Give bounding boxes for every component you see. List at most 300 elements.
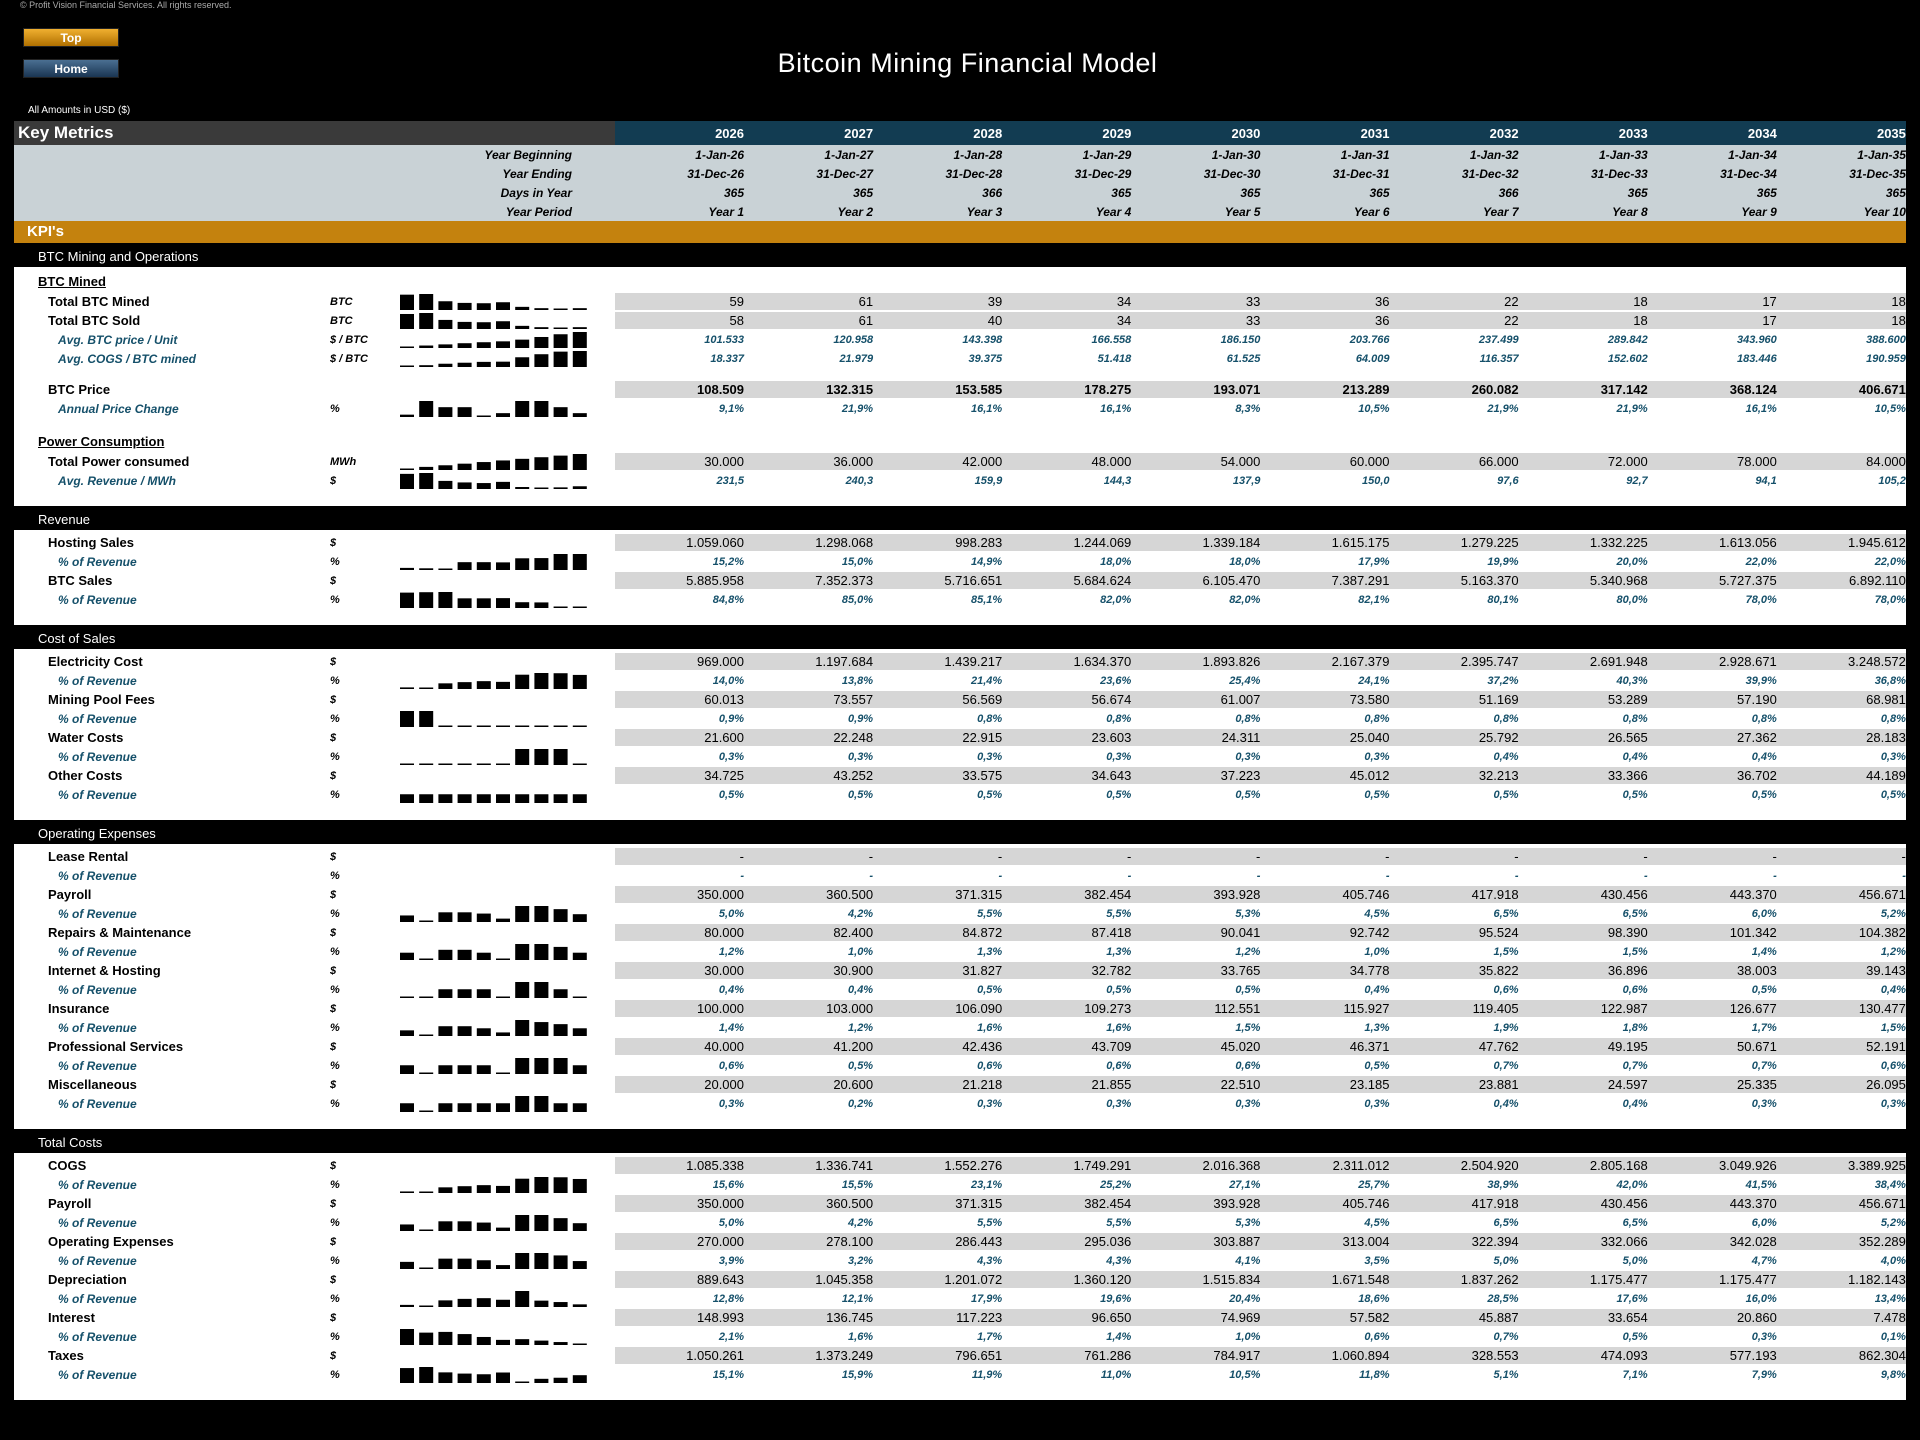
value-cell: 1-Jan-29	[1082, 147, 1132, 162]
row-unit: %	[330, 945, 340, 958]
sparkline-bar	[477, 322, 491, 329]
sparkline-bar	[554, 1058, 568, 1074]
value-cell: 18,0%	[1229, 555, 1261, 568]
row-unit: %	[330, 1292, 340, 1305]
value-cell: -	[1644, 869, 1648, 882]
value-cell: 36	[1375, 294, 1390, 309]
value-cell: 17	[1762, 313, 1777, 328]
value-cell: -	[998, 869, 1003, 882]
date-row-label: Year Ending	[502, 166, 572, 181]
value-cell: 33.575	[962, 768, 1003, 783]
value-cell: 0,8%	[1880, 712, 1906, 725]
sparkline-bar	[554, 455, 568, 469]
value-cell: 9,1%	[718, 402, 744, 415]
value-cell: 1-Jan-33	[1598, 147, 1648, 162]
value-cell: 80.000	[704, 925, 744, 940]
value-cell: 0,3%	[1106, 1097, 1132, 1110]
value-cell: 313.004	[1342, 1234, 1390, 1249]
value-cell: 0,4%	[1493, 1097, 1519, 1110]
row-unit: %	[330, 983, 340, 996]
value-cell: 14,9%	[970, 555, 1003, 568]
row-unit: %	[330, 869, 340, 882]
sparkline-bar	[477, 952, 491, 959]
value-cell: 0,6%	[1493, 983, 1519, 996]
value-cell: 82,0%	[1229, 593, 1261, 606]
sparkline-bar	[400, 1261, 414, 1268]
value-cell: -	[1385, 849, 1390, 864]
row-unit: %	[330, 555, 340, 568]
value-cell: Year 5	[1224, 204, 1261, 219]
sparkline-bar	[515, 1215, 529, 1231]
value-cell: 4,3%	[977, 1254, 1003, 1267]
sparkline-bar	[419, 996, 433, 998]
value-cell: 97,6	[1497, 474, 1519, 487]
sparkline-bar	[419, 401, 433, 417]
sparkline-bar	[458, 302, 472, 309]
value-cell: 2.691.948	[1589, 654, 1648, 669]
value-cell: 61	[858, 313, 874, 328]
row-unit: $	[330, 1078, 337, 1091]
value-cell: 20,4%	[1229, 1292, 1261, 1305]
sparkline-bar	[496, 361, 510, 366]
value-cell: 27,1%	[1229, 1178, 1261, 1191]
sparkline-bar	[419, 1110, 433, 1112]
sparkline-bar	[400, 1191, 414, 1193]
value-cell: 60.013	[704, 692, 744, 707]
metric-row	[14, 1308, 1906, 1327]
sparkline-bar	[554, 749, 568, 765]
value-cell: 38,9%	[1487, 1178, 1519, 1191]
value-cell: 0,5%	[1106, 788, 1132, 801]
sparkline-bar	[573, 351, 587, 367]
ratio-row	[14, 1175, 1906, 1194]
value-cell: -	[869, 869, 874, 882]
sparkline-bar	[438, 949, 452, 959]
value-cell: 25.335	[1737, 1077, 1777, 1092]
value-cell: 0,4%	[1622, 1097, 1648, 1110]
value-cell: 68.981	[1866, 692, 1906, 707]
value-cell: 1.837.262	[1460, 1272, 1519, 1287]
sparkline-bar	[419, 687, 433, 689]
sparkline-bar	[515, 1339, 529, 1345]
value-cell: -	[1385, 869, 1390, 882]
row-unit: MWh	[330, 455, 357, 468]
sparkline-bar	[515, 306, 529, 309]
section-header: Operating Expenses	[14, 820, 1906, 844]
metric-row	[14, 1156, 1906, 1175]
sparkline-cell	[394, 349, 604, 368]
sparkline	[394, 748, 594, 766]
value-cell: 42.436	[962, 1039, 1003, 1054]
value-cell: 19,9%	[1487, 555, 1519, 568]
value-cell: 5.716.651	[944, 573, 1003, 588]
sparkline-bar	[554, 989, 568, 998]
value-cell: 443.370	[1729, 1196, 1777, 1211]
sparkline-cell	[394, 1037, 604, 1056]
sparkline-bar	[554, 606, 568, 608]
sparkline-bar	[554, 725, 568, 727]
value-cell: 5.684.624	[1073, 573, 1132, 588]
value-cell: 40	[987, 313, 1003, 328]
sparkline-bar	[438, 1187, 452, 1193]
sparkline-bar	[419, 1305, 433, 1307]
sparkline-bar	[419, 763, 433, 765]
sparkline-bar	[400, 1103, 414, 1112]
value-cell: 14,0%	[712, 674, 744, 687]
amounts-note: All Amounts in USD ($)	[28, 105, 131, 116]
sparkline-bar	[400, 1065, 414, 1074]
sparkline-bar	[573, 1223, 587, 1231]
value-cell: 2031	[1360, 125, 1390, 141]
value-cell: 1,5%	[1235, 1021, 1261, 1034]
sparkline-bar	[419, 466, 433, 469]
sparkline-bar	[515, 1058, 529, 1074]
value-cell: 0,3%	[977, 750, 1003, 763]
value-cell: 1.279.225	[1460, 535, 1519, 550]
sparkline-cell	[394, 1270, 604, 1289]
sparkline-bar	[515, 906, 529, 922]
value-cell: 84,8%	[712, 593, 744, 606]
value-cell: 0,4%	[1364, 983, 1390, 996]
value-cell: 0,3%	[1106, 750, 1132, 763]
value-cell: 22,0%	[1745, 555, 1777, 568]
sparkline-bar	[573, 996, 587, 998]
subsection-header	[14, 270, 1906, 292]
sparkline-bar	[534, 308, 548, 310]
sparkline-bar	[400, 313, 414, 328]
sparkline-bar	[419, 711, 433, 727]
sparkline-bar	[458, 1065, 472, 1074]
value-cell: 61.525	[1226, 352, 1261, 365]
section-body	[14, 844, 1906, 1129]
value-cell: 0,6%	[1364, 1330, 1390, 1343]
value-cell: 1-Jan-30	[1211, 147, 1261, 162]
sparkline-bar	[534, 749, 548, 765]
value-cell: 382.454	[1084, 887, 1132, 902]
value-cell: 21.218	[962, 1077, 1003, 1092]
sparkline-bar	[515, 1178, 529, 1192]
value-cell: -	[997, 849, 1003, 864]
row-label: Miscellaneous	[48, 1077, 137, 1092]
sparkline-bar	[573, 914, 587, 922]
date-row-label: Days in Year	[500, 185, 572, 200]
row-unit: %	[330, 907, 340, 920]
sparkline-bar	[477, 989, 491, 998]
sparkline-bar	[419, 1072, 433, 1074]
sparkline-cell	[394, 785, 604, 804]
row-label: COGS	[48, 1158, 87, 1173]
value-cell: Year 1	[708, 204, 744, 219]
value-cell: 82.400	[833, 925, 874, 940]
sparkline-bar	[515, 558, 529, 570]
value-cell: 0,7%	[1751, 1059, 1777, 1072]
value-cell: 4,5%	[1364, 1216, 1390, 1229]
subsection-header	[14, 430, 1906, 452]
top-button[interactable]: Top	[23, 28, 119, 47]
value-cell: 474.093	[1600, 1348, 1648, 1363]
value-cell: 0,5%	[1751, 788, 1777, 801]
value-cell: 342.028	[1729, 1234, 1777, 1249]
row-label: % of Revenue	[58, 554, 137, 569]
sparkline-bar	[554, 1218, 568, 1231]
value-cell: 16,1%	[1745, 402, 1777, 415]
row-label: % of Revenue	[58, 1096, 137, 1111]
sparkline-bar	[496, 1372, 510, 1382]
sparkline-bar	[477, 1028, 491, 1036]
value-cell: 16,1%	[970, 402, 1003, 415]
sparkline-bar	[496, 1299, 510, 1306]
sparkline	[394, 672, 594, 690]
value-cell: 1.059.060	[686, 535, 744, 550]
value-cell: 2026	[715, 125, 744, 141]
row-unit: $	[330, 1311, 337, 1324]
value-cell: 2027	[844, 125, 874, 141]
sparkline-bar	[573, 794, 587, 803]
sparkline	[394, 1328, 594, 1346]
ratio-row	[14, 1289, 1906, 1308]
value-cell: 24,1%	[1358, 674, 1390, 687]
value-cell: 10,5%	[1874, 402, 1906, 415]
value-cell: 0,5%	[848, 1059, 874, 1072]
sparkline-bar	[400, 687, 414, 689]
value-cell: Year 6	[1353, 204, 1390, 219]
value-cell: 72.000	[1607, 454, 1648, 469]
home-button[interactable]: Home	[23, 59, 119, 78]
value-cell: 4,7%	[1751, 1254, 1777, 1267]
value-cell: 6.892.110	[1849, 573, 1906, 588]
sparkline-bar	[573, 1065, 587, 1074]
sparkline-cell	[394, 980, 604, 999]
value-cell: 889.643	[697, 1272, 744, 1287]
sparkline-bar	[573, 763, 587, 765]
value-cell: 46.371	[1349, 1039, 1390, 1054]
value-cell: -	[740, 869, 744, 882]
sparkline-bar	[458, 1258, 472, 1268]
value-cell: 6,5%	[1622, 907, 1648, 920]
value-cell: 1.373.249	[815, 1348, 874, 1363]
value-cell: -	[1256, 869, 1261, 882]
value-cell: 90.041	[1220, 925, 1261, 940]
row-label: % of Revenue	[58, 868, 137, 883]
sparkline-bar	[477, 361, 491, 366]
sparkline-bar	[477, 342, 491, 348]
metric-row	[14, 1270, 1906, 1289]
sparkline-cell	[394, 452, 604, 471]
value-cell: 148.993	[697, 1310, 744, 1325]
value-cell: 61	[858, 294, 874, 309]
value-cell: 360.500	[826, 1196, 874, 1211]
row-label: % of Revenue	[58, 787, 137, 802]
value-cell: 31-Dec-26	[687, 166, 744, 181]
value-cell: 37.223	[1220, 768, 1261, 783]
page-title: Bitcoin Mining Financial Model	[777, 48, 1158, 78]
sparkline	[394, 1214, 594, 1232]
value-cell: 85,1%	[970, 593, 1003, 606]
ratio-row	[14, 1018, 1906, 1037]
sparkline	[394, 472, 594, 490]
value-cell: Year 7	[1483, 204, 1519, 219]
metric-row	[14, 452, 1906, 471]
sparkline-cell	[394, 1308, 604, 1327]
value-cell: 1-Jan-26	[695, 147, 744, 162]
value-cell: 0,6%	[1880, 1059, 1906, 1072]
value-cell: 1.045.358	[815, 1272, 874, 1287]
value-cell: 15,5%	[841, 1178, 874, 1191]
sparkline-bar	[554, 946, 568, 959]
value-cell: 49.195	[1607, 1039, 1648, 1054]
value-cell: 100.000	[697, 1001, 744, 1016]
copyright-notice: © Profit Vision Financial Services. All rights reserved.	[20, 0, 232, 10]
value-cell: 18	[1633, 313, 1648, 328]
sparkline-bar	[438, 794, 452, 803]
metric-row	[14, 311, 1906, 330]
sparkline-bar	[534, 982, 548, 998]
key-metrics-label: Key Metrics	[14, 121, 615, 145]
row-unit: $	[330, 574, 337, 587]
sparkline-bar	[438, 683, 452, 689]
value-cell: 1.085.338	[686, 1158, 744, 1173]
ratio-row	[14, 471, 1906, 490]
value-cell: 2.167.379	[1331, 654, 1390, 669]
sparkline-bar	[573, 1028, 587, 1036]
value-cell: 33	[1245, 294, 1261, 309]
value-cell: 577.193	[1729, 1348, 1777, 1363]
sparkline-bar	[496, 681, 510, 688]
row-unit: $	[330, 1197, 337, 1210]
sparkline	[394, 905, 594, 923]
row-unit: $	[330, 1349, 337, 1362]
row-unit	[330, 380, 390, 399]
sparkline	[394, 1176, 594, 1194]
value-cell: 0,8%	[1364, 712, 1390, 725]
value-cell: 24.597	[1607, 1077, 1648, 1092]
ratio-row	[14, 866, 1906, 885]
value-cell: 5.340.968	[1589, 573, 1648, 588]
value-cell: 332.066	[1600, 1234, 1648, 1249]
sparkline	[394, 981, 594, 999]
sparkline-bar	[419, 345, 433, 347]
value-cell: 0,7%	[1622, 1059, 1648, 1072]
sparkline-bar	[573, 1103, 587, 1112]
row-label: % of Revenue	[58, 1215, 137, 1230]
value-cell: 18.337	[710, 352, 744, 365]
value-cell: 417.918	[1471, 887, 1519, 902]
value-cell: 1,0%	[1364, 945, 1390, 958]
row-label: % of Revenue	[58, 906, 137, 921]
value-cell: 0,5%	[1235, 983, 1261, 996]
value-cell: 33.765	[1220, 963, 1261, 978]
spacer	[14, 418, 1906, 430]
section-header: BTC Mining and Operations	[14, 243, 1906, 267]
row-label: Repairs & Maintenance	[48, 925, 192, 940]
value-cell: 278.100	[826, 1234, 874, 1249]
value-cell: 0,3%	[1364, 1097, 1390, 1110]
sparkline-bar	[496, 341, 510, 348]
value-cell: 417.918	[1471, 1196, 1519, 1211]
value-cell: 30.000	[704, 454, 744, 469]
value-cell: 2,1%	[718, 1330, 744, 1343]
value-cell: 2.504.920	[1460, 1158, 1519, 1173]
sparkline-bar	[496, 725, 510, 727]
value-cell: 0,6%	[1235, 1059, 1261, 1072]
sparkline-bar	[554, 327, 568, 329]
row-label: Insurance	[48, 1001, 110, 1016]
value-cell: 7,9%	[1751, 1368, 1777, 1381]
value-cell: 350.000	[697, 887, 744, 902]
value-cell: 393.928	[1213, 887, 1261, 902]
value-cell: 1.671.548	[1331, 1272, 1390, 1287]
ratio-row	[14, 747, 1906, 766]
sparkline-bar	[554, 1302, 568, 1307]
value-cell: 5,5%	[1106, 1216, 1132, 1229]
sparkline-bar	[419, 1367, 433, 1383]
row-unit: %	[330, 1021, 340, 1034]
row-unit: %	[330, 1254, 340, 1267]
sparkline-bar	[458, 794, 472, 803]
sparkline-cell	[394, 923, 604, 942]
value-cell: 108.509	[697, 382, 744, 397]
value-cell: 6.105.470	[1202, 573, 1261, 588]
row-label: Payroll	[48, 1196, 92, 1211]
value-cell: 9,8%	[1880, 1368, 1906, 1381]
value-cell: 18,0%	[1100, 555, 1132, 568]
value-cell: 6,0%	[1751, 1216, 1777, 1229]
value-cell: 20,0%	[1616, 555, 1648, 568]
sparkline-bar	[554, 308, 568, 310]
value-cell: -	[1514, 869, 1519, 882]
sparkline-cell	[394, 1094, 604, 1113]
metric-row	[14, 1075, 1906, 1094]
row-label: % of Revenue	[58, 673, 137, 688]
value-cell: 0,3%	[977, 1097, 1003, 1110]
value-cell: 54.000	[1220, 454, 1261, 469]
sparkline-bar	[477, 1336, 491, 1344]
value-cell: 32.782	[1091, 963, 1132, 978]
value-cell: 405.746	[1342, 1196, 1390, 1211]
sparkline-bar	[458, 598, 472, 608]
value-cell: 405.746	[1342, 887, 1390, 902]
sparkline-bar	[534, 327, 548, 329]
value-cell: 23.881	[1478, 1077, 1519, 1092]
sparkline-bar	[477, 1298, 491, 1307]
row-unit: %	[330, 788, 340, 801]
sparkline-bar	[554, 1024, 568, 1036]
value-cell: 120.958	[833, 333, 874, 346]
value-cell: 1.749.291	[1073, 1158, 1132, 1173]
value-cell: 38,4%	[1874, 1178, 1906, 1191]
value-cell: 153.585	[955, 382, 1003, 397]
value-cell: 1,2%	[718, 945, 744, 958]
sparkline-bar	[438, 319, 452, 328]
section-header: Cost of Sales	[14, 625, 1906, 649]
value-cell: -	[1126, 849, 1132, 864]
value-cell: 0,7%	[1493, 1330, 1519, 1343]
value-cell: 73.580	[1349, 692, 1390, 707]
value-cell: 56.674	[1091, 692, 1132, 707]
sparkline-cell	[394, 885, 604, 904]
value-cell: 109.273	[1084, 1001, 1132, 1016]
value-cell: 132.315	[826, 382, 874, 397]
row-label: Total Power consumed	[48, 454, 190, 469]
value-cell: 969.000	[697, 654, 744, 669]
value-cell: 0,9%	[848, 712, 874, 725]
row-unit: $	[330, 655, 337, 668]
value-cell: 31-Dec-33	[1590, 166, 1648, 181]
row-label: % of Revenue	[58, 1058, 137, 1073]
sparkline-bar	[573, 674, 587, 688]
sparkline-bar	[400, 294, 414, 309]
sparkline-bar	[515, 1253, 529, 1269]
